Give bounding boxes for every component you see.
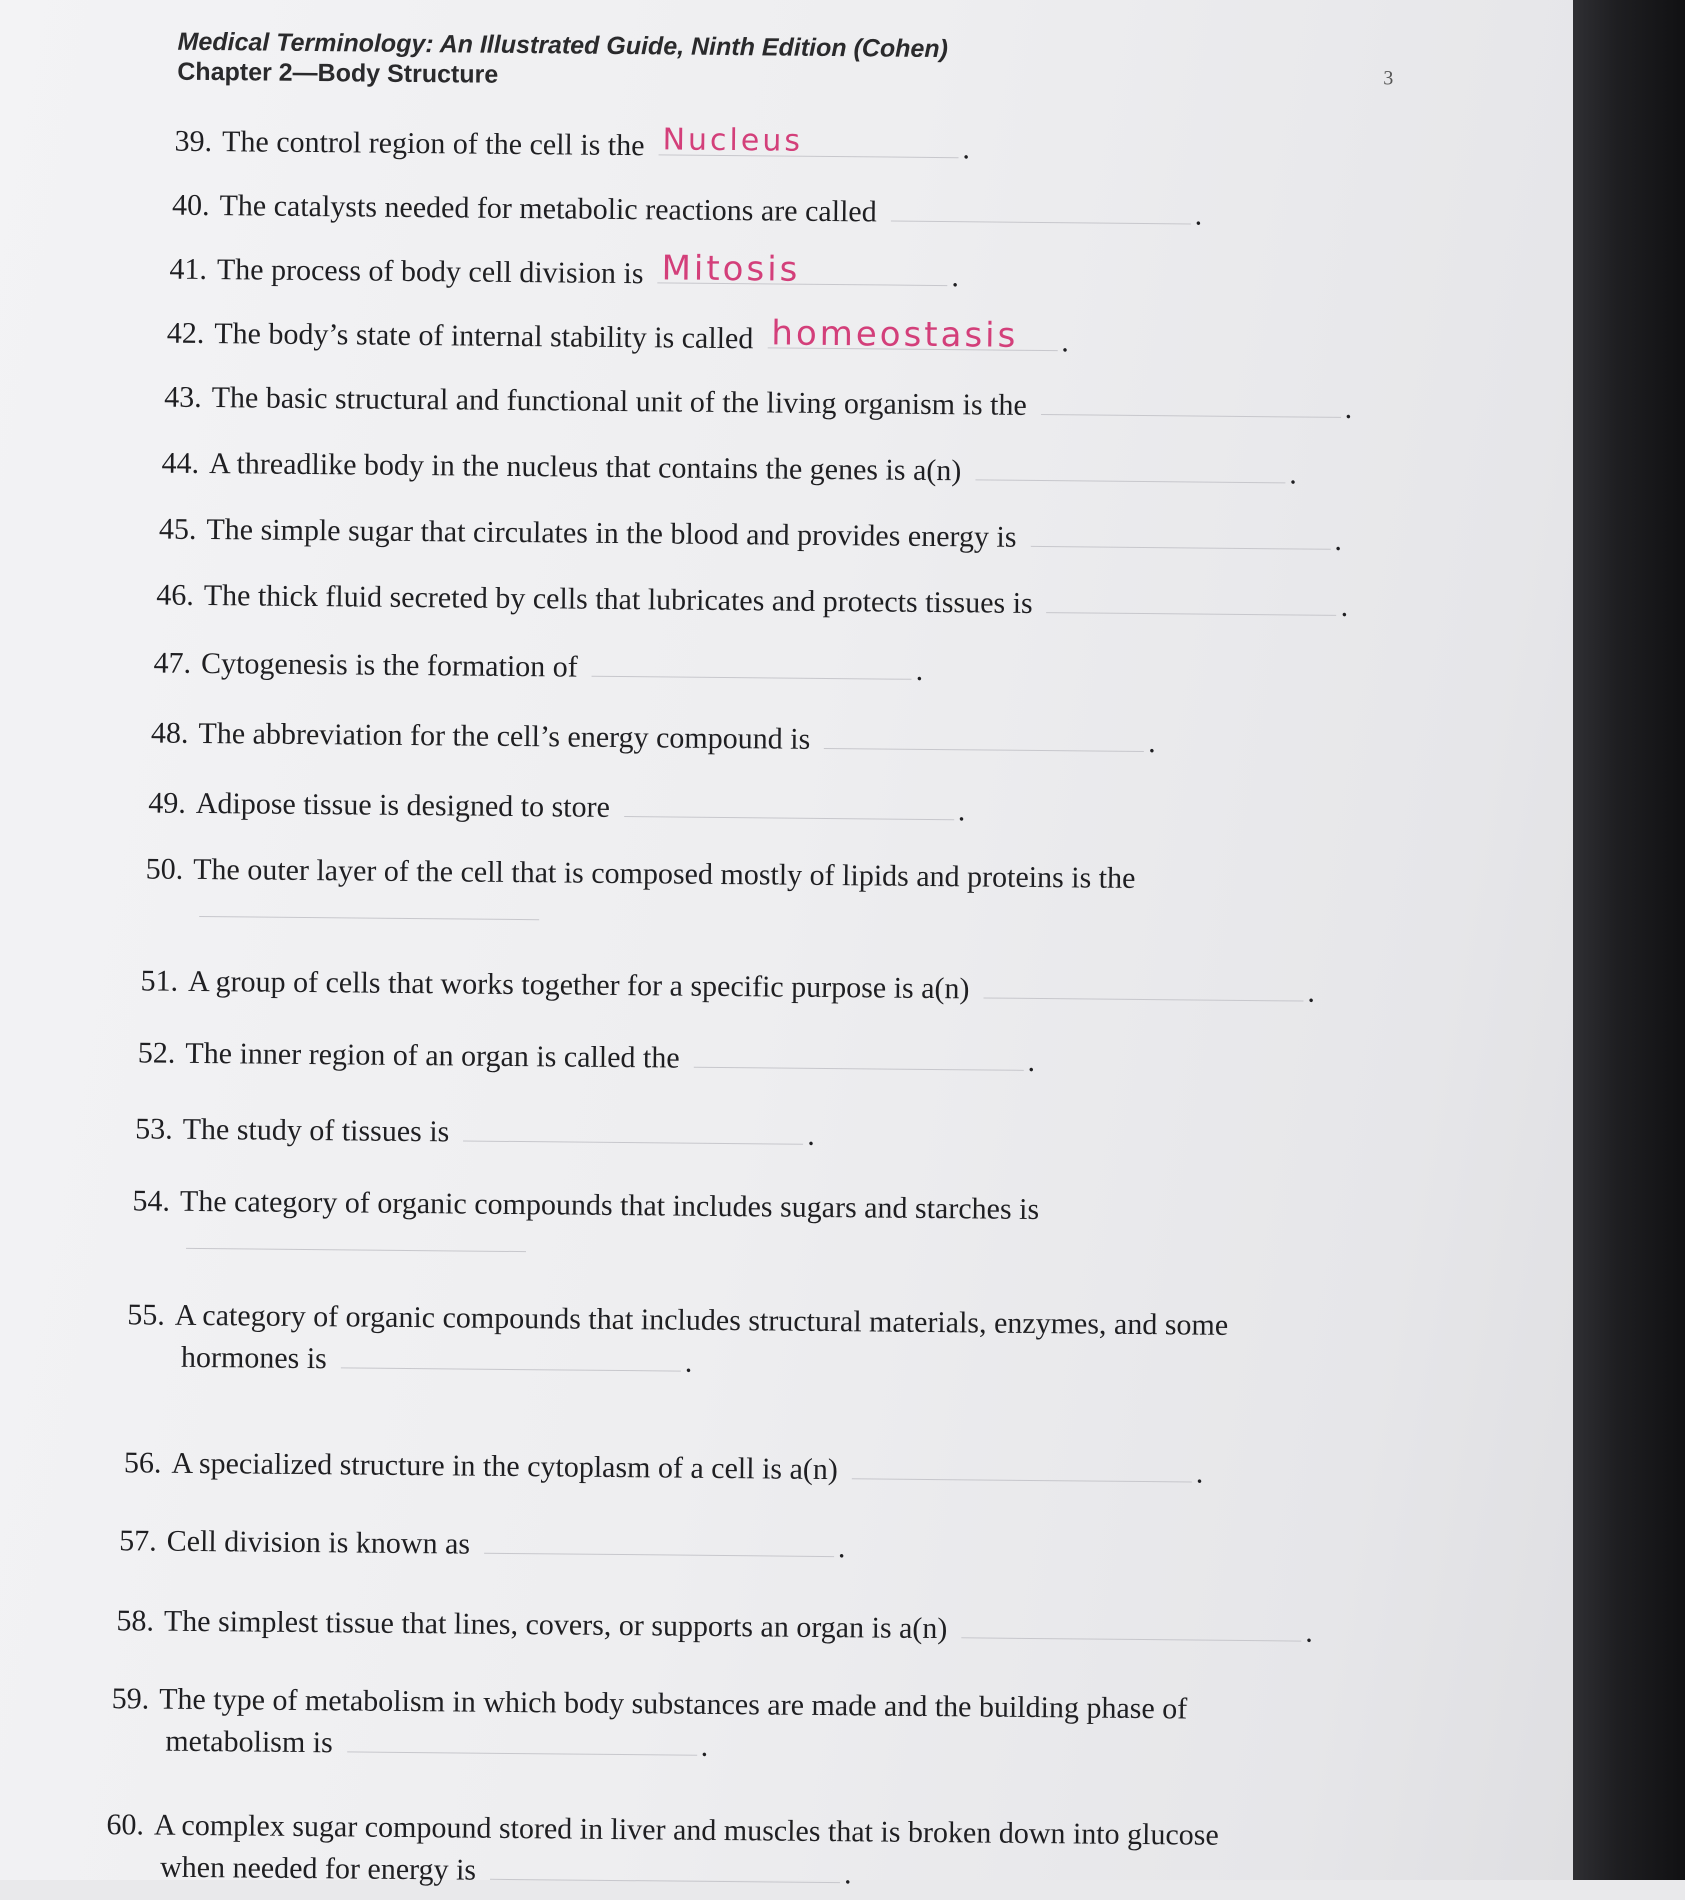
question-number: 42. xyxy=(166,316,205,350)
chapter-title: Chapter 2—Body Structure xyxy=(177,57,499,89)
handwritten-answer: Mitosis xyxy=(661,248,801,290)
answer-blank[interactable] xyxy=(961,1607,1301,1641)
answer-blank[interactable] xyxy=(657,248,947,290)
answer-blank[interactable] xyxy=(484,1523,834,1557)
question-39: 39. The control region of the cell is the Nucleus . xyxy=(174,122,971,166)
question-text: The inner region of an organ is called the xyxy=(185,1036,680,1075)
question-text: The abbreviation for the cell’s energy compound is xyxy=(198,716,811,756)
question-number: 40. xyxy=(171,188,210,223)
question-text: The basic structural and functional unit of the living organism is the xyxy=(211,381,1027,422)
question-text: A specialized structure in the cytoplasm of a cell is a(n) xyxy=(171,1446,839,1487)
question-text: A complex sugar compound stored in liver and muscles that is broken down into glucose xyxy=(153,1808,1219,1852)
question-40: 40. The catalysts needed for metabolic reactions are called . xyxy=(171,188,1203,232)
question-number: 44. xyxy=(161,446,200,480)
question-56: 56. A specialized structure in the cytoplasm of a cell is a(n) . xyxy=(123,1446,1204,1490)
question-54 xyxy=(132,1183,1039,1257)
answer-blank[interactable] xyxy=(592,646,912,680)
question-text: The category of organic compounds that includes sugars and starches is xyxy=(179,1184,1040,1227)
question-48: 48. The abbreviation for the cell’s energy compound is . xyxy=(150,716,1156,760)
answer-blank[interactable] xyxy=(891,191,1191,225)
question-number: 57. xyxy=(119,1524,157,1558)
answer-blank[interactable] xyxy=(347,1721,697,1755)
question-53: 53. The study of tissues is . xyxy=(135,1112,815,1152)
question-text: A category of organic compounds that includes structural materials, enzymes, and some xyxy=(174,1298,1229,1342)
question-60: 60. A complex sugar compound stored in liver and muscles that is broken down into glucose when needed for energy is . xyxy=(106,1808,1219,1891)
question-59: 59. The type of metabolism in which body substances are made and the building phase of metabolism is . xyxy=(111,1682,1188,1763)
question-number: 53. xyxy=(135,1112,173,1146)
question-number: 49. xyxy=(148,786,186,820)
question-text: The study of tissues is xyxy=(182,1112,450,1149)
answer-blank[interactable] xyxy=(983,967,1303,1001)
answer-blank[interactable] xyxy=(658,124,958,158)
question-58: 58. The simplest tissue that lines, covers, or supports an organ is a(n) . xyxy=(116,1604,1314,1649)
question-50 xyxy=(145,851,1135,925)
question-text: The thick fluid secreted by cells that lubricates and protects tissues is xyxy=(203,578,1033,620)
answer-blank[interactable] xyxy=(490,1849,840,1883)
question-46: 46. The thick fluid secreted by cells that lubricates and protects tissues is . xyxy=(156,578,1349,623)
question-text: The type of metabolism in which body substances are made and the building phase of xyxy=(159,1682,1188,1726)
question-text: The outer layer of the cell that is composed mostly of lipids and proteins is the xyxy=(193,852,1136,895)
question-text: Cell division is known as xyxy=(166,1524,471,1561)
question-text-continued: metabolism is xyxy=(165,1724,333,1760)
question-number: 54. xyxy=(132,1184,171,1218)
answer-blank[interactable] xyxy=(852,1448,1192,1482)
question-47: 47. Cytogenesis is the formation of . xyxy=(153,646,924,687)
question-45: 45. The simple sugar that circulates in the blood and provides energy is . xyxy=(158,512,1343,557)
answer-blank[interactable] xyxy=(1030,516,1330,550)
answer-blank[interactable] xyxy=(186,1220,526,1252)
question-text-continued: when needed for energy is xyxy=(159,1850,477,1887)
answer-blank[interactable] xyxy=(824,718,1144,752)
answer-blank[interactable] xyxy=(694,1037,1024,1071)
question-text: A group of cells that works together for a specific purpose is a(n) xyxy=(187,964,970,1006)
answer-blank[interactable] xyxy=(463,1111,803,1145)
handwritten-answer: Nucleus xyxy=(662,122,804,159)
question-number: 50. xyxy=(145,852,184,886)
question-text: The control region of the cell is the xyxy=(221,125,645,163)
question-text: The process of body cell division is xyxy=(216,253,644,291)
question-55: 55. A category of organic compounds that includes structural materials, enzymes, and some hormones is . xyxy=(127,1298,1229,1379)
question-44: 44. A threadlike body in the nucleus that contains the genes is a(n) . xyxy=(161,446,1297,491)
page-number: 3 xyxy=(1383,67,1394,90)
question-number: 45. xyxy=(158,512,197,546)
question-number: 47. xyxy=(153,646,192,680)
question-text: The simplest tissue that lines, covers, or supports an organ is a(n) xyxy=(163,1604,948,1646)
question-number: 43. xyxy=(164,380,202,414)
question-number: 52. xyxy=(137,1036,176,1070)
question-number: 58. xyxy=(116,1604,155,1638)
question-text-continued: hormones is xyxy=(180,1340,327,1376)
question-number: 39. xyxy=(174,124,213,159)
handwritten-answer: homeostasis xyxy=(771,313,1019,356)
answer-blank[interactable] xyxy=(624,786,954,820)
question-text: The simple sugar that circulates in the blood and provides energy is xyxy=(206,513,1017,554)
page-edge-shadow xyxy=(1573,0,1685,1880)
book-title: Medical Terminology: An Illustrated Guide, Ninth Edition (Cohen) xyxy=(177,27,949,64)
question-43: 43. The basic structural and functional unit of the living organism is the . xyxy=(164,380,1353,425)
question-text: The body’s state of internal stability is called xyxy=(214,317,754,356)
question-number: 51. xyxy=(140,964,179,998)
question-49: 49. Adipose tissue is designed to store . xyxy=(148,786,966,828)
question-text: A threadlike body in the nucleus that contains the genes is a(n) xyxy=(208,447,962,488)
question-42: 42. The body’s state of internal stability is called homeostasis . xyxy=(166,313,1069,359)
question-51: 51. A group of cells that works together for a specific purpose is a(n) . xyxy=(140,964,1316,1009)
question-number: 55. xyxy=(127,1298,166,1332)
question-52: 52. The inner region of an organ is called the . xyxy=(137,1036,1036,1078)
answer-blank[interactable] xyxy=(1041,384,1341,418)
question-text: Adipose tissue is designed to store xyxy=(195,786,611,824)
answer-blank[interactable] xyxy=(199,888,539,920)
answer-blank[interactable] xyxy=(1047,582,1337,616)
answer-blank[interactable] xyxy=(975,449,1285,483)
answer-blank[interactable] xyxy=(767,313,1057,356)
question-text: Cytogenesis is the formation of xyxy=(200,646,578,684)
question-number: 59. xyxy=(111,1682,150,1716)
answer-blank[interactable] xyxy=(341,1337,681,1371)
question-number: 46. xyxy=(156,578,194,612)
question-57: 57. Cell division is known as . xyxy=(119,1524,846,1565)
question-number: 56. xyxy=(123,1446,162,1480)
question-number: 60. xyxy=(106,1808,145,1842)
question-41: 41. The process of body cell division is Mitosis . xyxy=(169,248,960,294)
question-number: 48. xyxy=(150,716,189,750)
question-number: 41. xyxy=(169,252,208,286)
question-text: The catalysts needed for metabolic reactions are called xyxy=(219,189,877,229)
